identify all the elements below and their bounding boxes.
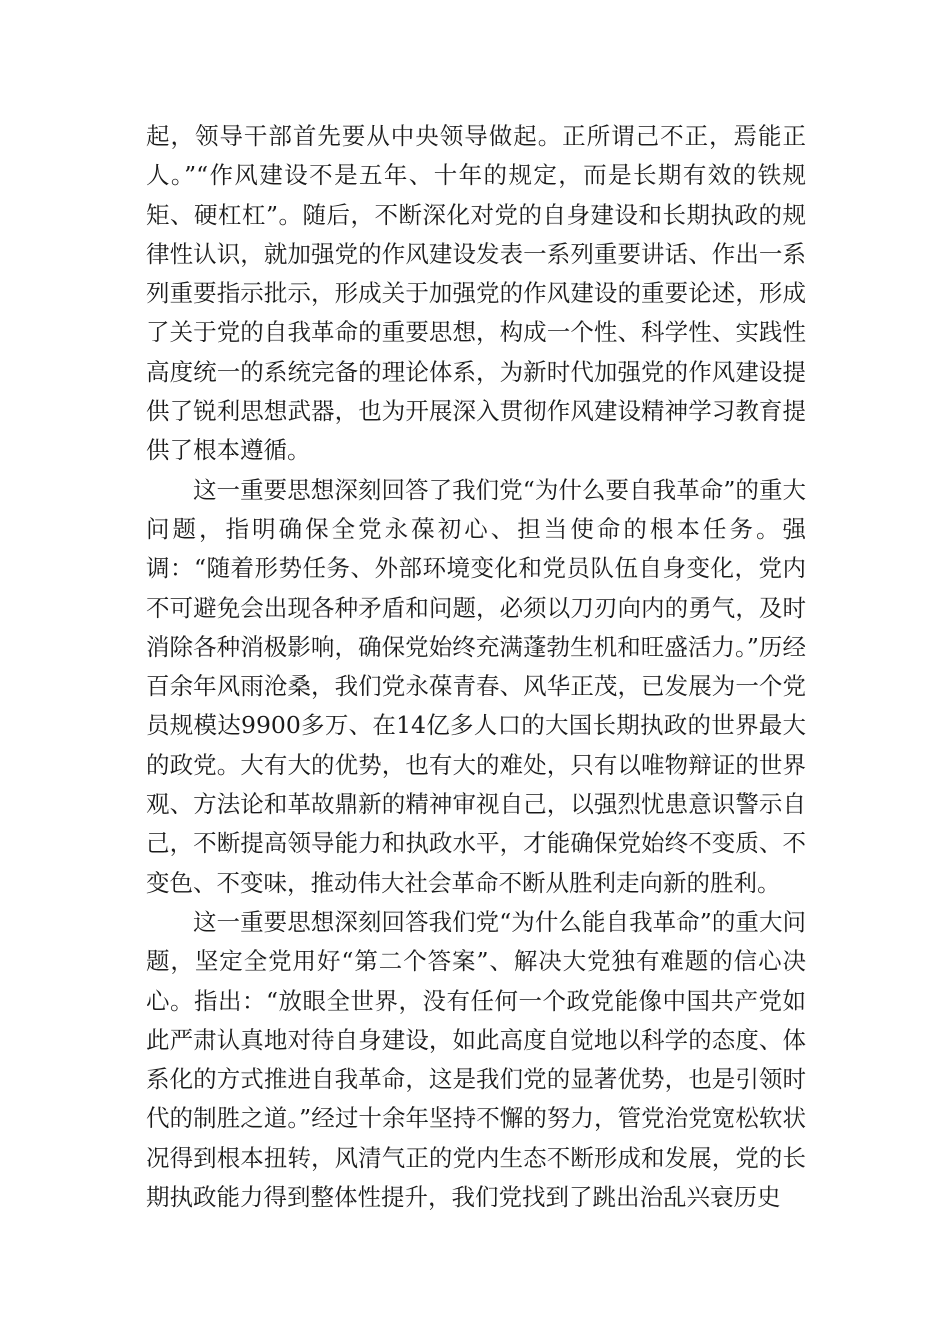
paragraph-continuation: 起，领导干部首先要从中央领导做起。正所谓己不正，焉能正人。”“作风建设不是五年、十年的规定，而是长期有效的铁规矩、硬杠杠”。随后，不断深化对党的自身建设和长期执政的规律性认识，就加强党的作风建设发表一系列重要讲话、作出一系列重要指示批示，形成关于加强党的作风建设的重要论述，形成了关于党的自我革命的重要思想，构成一个性、科学性、实践性高度统一的系统完备的理论体系，为新时代加强党的作风建设提供了锐利思想武器，也为开展深入贯彻作风建设精神学习教育提供了根本遵循。: [146, 122, 806, 465]
paragraph-why-self-revolution: 这一重要思想深刻回答了我们党“为什么要自我革命”的重大问题，指明确保全党永葆初心、担当使命的根本任务。强调：“随着形势任务、外部环境变化和党员队伍自身变化，党内不可避免会出现各种矛盾和问题，必须以刀刃向内的勇气，及时消除各种消极影响，确保党始终充满蓬勃生机和旺盛活力。”历经百余年风雨沧桑，我们党永葆青春、风华正茂，已发展为一个党员规模达9900多万、在14亿多人口的大国长期执政的世界最大的政党。大有大的优势，也有大的难处，只有以唯物辩证的世界观、方法论和革故鼎新的精神审视自己，以强烈忧患意识警示自己，不断提高领导能力和执政水平，才能确保党始终不变质、不变色、不变味，推动伟大社会革命不断从胜利走向新的胜利。: [146, 475, 806, 897]
document-body: [146, 117, 806, 1217]
paragraph-how-self-revolution: 这一重要思想深刻回答我们党“为什么能自我革命”的重大问题，坚定全党用好“第二个答案”、解决大党独有难题的信心决心。指出：“放眼全世界，没有任何一个政党能像中国共产党如此严肃认真地对待自身建设，如此高度自觉地以科学的态度、体系化的方式推进自我革命，这是我们党的显著优势，也是引领时代的制胜之道。”经过十余年坚持不懈的努力，管党治党宽松软状况得到根本扭转，风清气正的党内生态不断形成和发展，党的长期执政能力得到整体性提升，我们党找到了跳出治乱兴衰历史: [146, 907, 806, 1212]
